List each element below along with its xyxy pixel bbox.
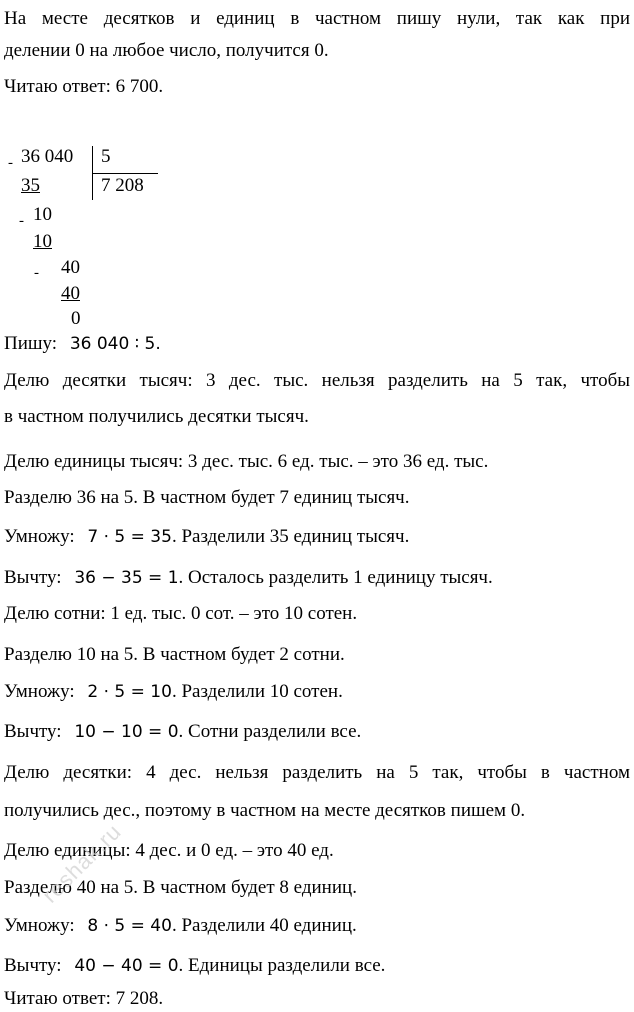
step-write: [4, 333, 161, 355]
step-8-rest: . Разделили 10 сотен.: [171, 681, 343, 702]
step-9: [4, 721, 361, 743]
divisor: 5: [101, 146, 111, 167]
step-13-rest: . Разделили 40 единиц.: [171, 915, 357, 936]
step-5-expression: 36 − 35 = 1: [74, 568, 179, 588]
intro-line-1: На месте десятков и единиц в частном пишу нули, так как при: [4, 8, 630, 29]
step-10a: Делю десятки: 4 дес. нельзя разделить на 5 так, чтобы в частном: [4, 762, 630, 783]
dividend: 36 040: [21, 146, 74, 167]
step-13: [4, 915, 357, 937]
step-8-label: Умножу:: [4, 681, 75, 702]
remainder-1: 10: [33, 204, 52, 225]
step-9-label: Вычту:: [4, 721, 62, 742]
step-4: [4, 526, 409, 548]
step-9-rest: . Сотни разделили все.: [178, 721, 362, 742]
step-14: [4, 955, 385, 977]
step-8-expression: 2 ⋅ 5 = 10: [87, 682, 172, 702]
remainder-2: 40: [61, 257, 80, 278]
step-6: Делю сотни: 1 ед. тыс. 0 сот. – это 10 сотен.: [4, 603, 358, 624]
step-10b: получились дес., поэтому в частном на месте десятков пишем 0.: [4, 800, 526, 821]
step-11: Делю единицы: 4 дес. и 0 ед. – это 40 ед.: [4, 840, 334, 861]
step-4-expression: 7 ⋅ 5 = 35: [87, 527, 172, 547]
final-answer: Читаю ответ: 7 208.: [4, 988, 164, 1009]
step-14-expression: 40 − 40 = 0: [74, 956, 179, 976]
minus-sign-3: -: [34, 265, 39, 281]
quotient: 7 208: [101, 175, 144, 196]
step-8: [4, 681, 343, 703]
minus-sign-1: -: [8, 155, 13, 171]
step-4-label: Умножу:: [4, 526, 75, 547]
step-1b: в частном получились десятки тысяч.: [4, 406, 309, 427]
final-remainder: 0: [71, 308, 81, 329]
step-14-rest: . Единицы разделили все.: [178, 955, 386, 976]
step-4-rest: . Разделили 35 единиц тысяч.: [171, 526, 410, 547]
subtrahend-2: 10: [33, 231, 52, 252]
minus-sign-2: -: [19, 213, 24, 229]
step-9-expression: 10 − 10 = 0: [74, 722, 179, 742]
step-14-label: Вычту:: [4, 955, 62, 976]
step-13-label: Умножу:: [4, 915, 75, 936]
division-horizontal-line: [92, 173, 158, 174]
subtrahend-3: 40: [61, 283, 80, 304]
step-12: Разделю 40 на 5. В частном будет 8 единиц.: [4, 877, 357, 898]
intro-line-2: делении 0 на любое число, получится 0.: [4, 40, 329, 61]
reshak-watermark: reshak.ru: [37, 818, 127, 908]
step-1a: Делю десятки тысяч: 3 дес. тыс. нельзя разделить на 5 так, чтобы: [4, 370, 630, 391]
step-7: Разделю 10 на 5. В частном будет 2 сотни.: [4, 644, 345, 665]
step-5-rest: . Осталось разделить 1 единицу тысяч.: [178, 567, 493, 588]
step-write-expression: 36 040 ∶ 5.: [69, 334, 161, 354]
step-13-expression: 8 ⋅ 5 = 40: [87, 916, 172, 936]
subtrahend-1: 35: [21, 175, 40, 196]
intro-line-3: Читаю ответ: 6 700.: [4, 76, 164, 97]
step-5-label: Вычту:: [4, 567, 62, 588]
step-5: [4, 567, 493, 589]
step-2: Делю единицы тысяч: 3 дес. тыс. 6 ед. тыс. – это 36 ед. тыс.: [4, 451, 489, 472]
step-write-label: Пишу:: [4, 333, 58, 354]
step-3: Разделю 36 на 5. В частном будет 7 единиц тысяч.: [4, 487, 410, 508]
